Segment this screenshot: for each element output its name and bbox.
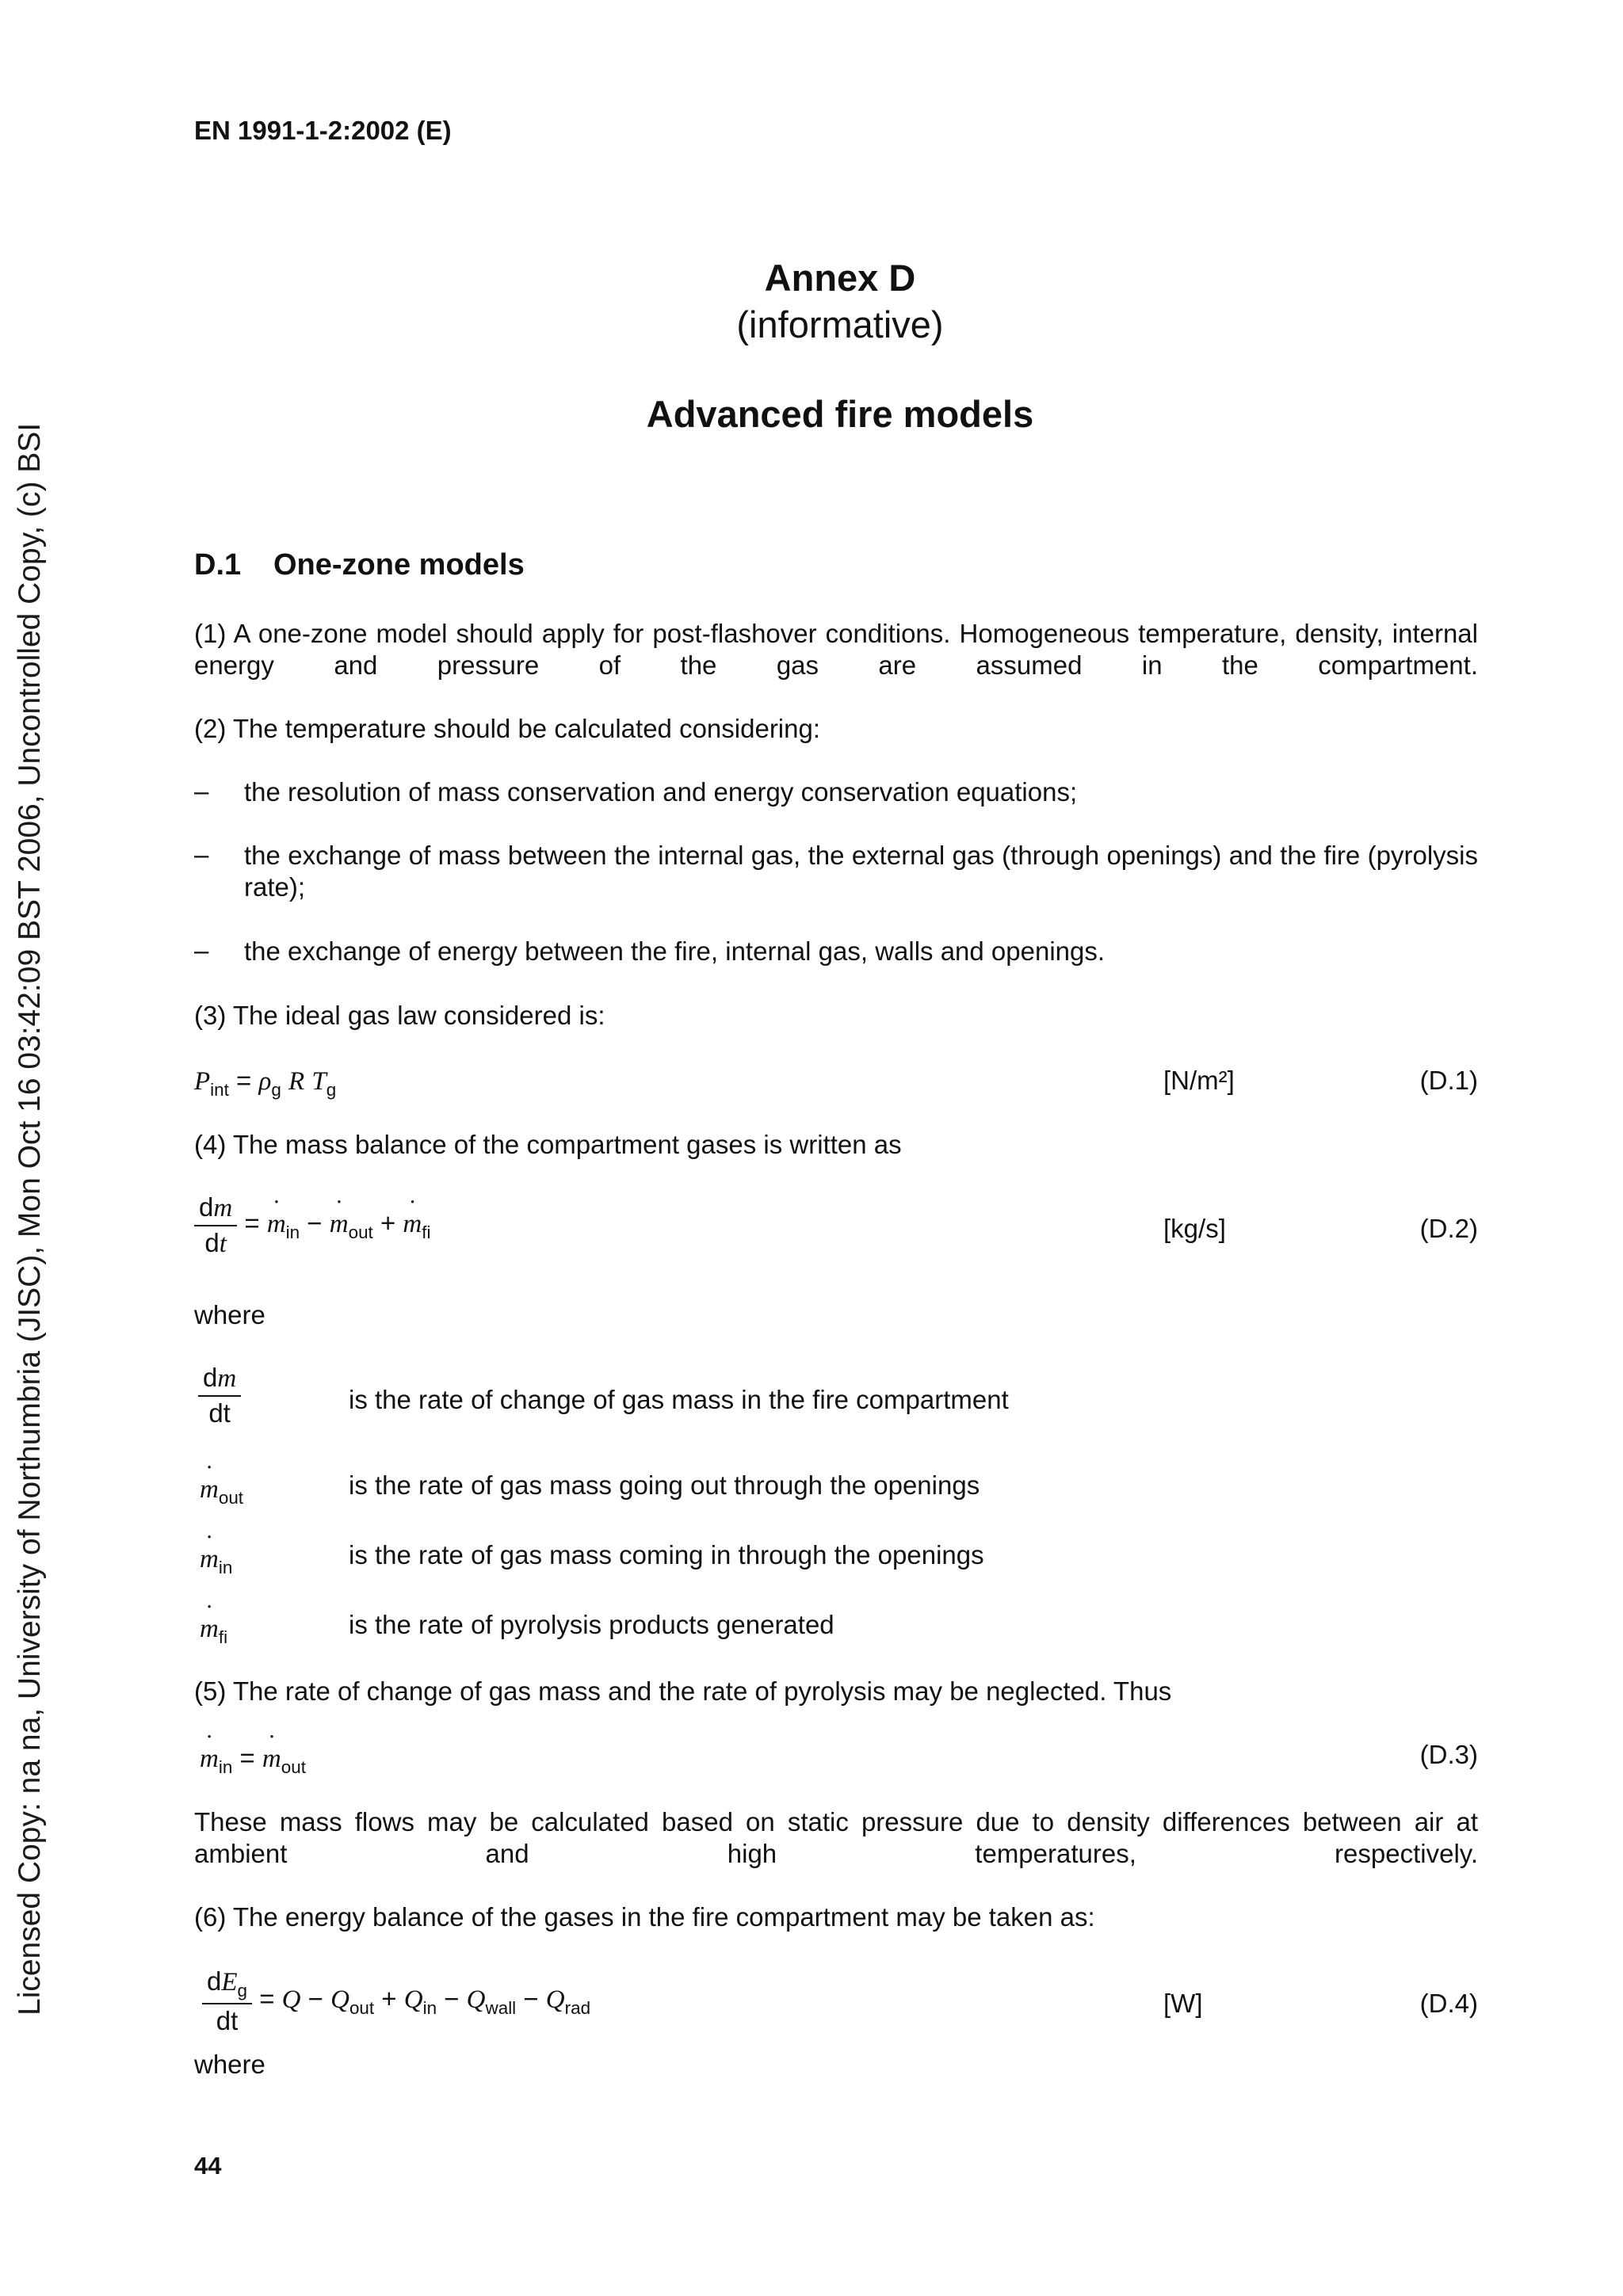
definition-text: is the rate of gas mass going out through the openings — [349, 1470, 980, 1500]
definition-symbol-m-fi: m $˙_{fi}$ — [200, 1613, 227, 1648]
annex-title: Advanced fire models — [646, 393, 1034, 435]
bullet-mark: – — [194, 840, 209, 869]
equation-d1-number: (D.1) — [1419, 1066, 1478, 1095]
section-number: D.1 — [194, 548, 242, 582]
page-number: 44 — [194, 2152, 222, 2180]
paragraph-6: (6) The energy balance of the gases in the fire compartment may be taken as: — [194, 1902, 1095, 1932]
annex-kind: (informative) — [736, 303, 944, 345]
definition-symbol-m-out: m $˙_{out}$ — [200, 1474, 243, 1508]
equation-d2-number: (D.2) — [1419, 1214, 1478, 1243]
definition-symbol-dm-dt: $\frac{dm}{dt}$ — [198, 1363, 241, 1428]
bullet-item-2: the exchange of mass between the internal gas, the external gas (through openings) and the fire (pyrolysis rate); — [244, 841, 1478, 902]
equation-d3: m $˙_{in} = m$ $˙_{out}$ — [200, 1743, 306, 1778]
equation-d1-unit: [N/m²] — [1163, 1066, 1235, 1095]
license-watermark: Licensed Copy: na na, University of Northumbria (JISC), Mon Oct 16 03:42:09 BST 2006, Uncontrolled Copy, (c) BSI — [13, 422, 47, 2016]
paragraph-5b: These mass flows may be calculated based on static pressure due to density differences between air at ambient and high temperatures, respectively. — [194, 1807, 1478, 1868]
definition-text: is the rate of pyrolysis products generated — [349, 1610, 834, 1639]
annex-label: Annex D — [764, 257, 916, 299]
where-label: where — [194, 1300, 265, 1329]
where-label: where — [194, 2050, 265, 2079]
bullet-mark: – — [194, 936, 209, 965]
equation-d3-number: (D.3) — [1419, 1740, 1478, 1769]
section-title: One-zone models — [273, 548, 525, 582]
equation-d1: $P_{int} = \rho_g$ R $T_g$ — [194, 1066, 337, 1100]
paragraph-5: (5) The rate of change of gas mass and the rate of pyrolysis may be neglected. Thus — [194, 1676, 1172, 1706]
paragraph-2: (2) The temperature should be calculated considering: — [194, 714, 821, 743]
equation-d2: $\frac{dm}{dt}$ = m $˙_{in} - m$ $˙_{out} + m$ $˙_{fi}$ — [194, 1192, 430, 1259]
equation-d4: $\frac{dE_g}{dt}$ = $Q - Q_{out} + Q_{in} - Q_{wall} - Q_{rad}$ — [202, 1966, 590, 2036]
paragraph-1: (1) A one-zone model should apply for post-flashover conditions. Homogeneous temperature, density, internal energy and pressure of the gas are assumed in the compartment. — [194, 619, 1478, 680]
bullet-mark: – — [194, 776, 209, 806]
equation-d4-unit: [W] — [1163, 1989, 1203, 2018]
paragraph-3: (3) The ideal gas law considered is: — [194, 1001, 605, 1030]
document-header: EN 1991-1-2:2002 (E) — [194, 116, 452, 145]
bullet-item-3: the exchange of energy between the fire, internal gas, walls and openings. — [244, 936, 1106, 966]
definition-text: is the rate of gas mass coming in through the openings — [349, 1540, 984, 1569]
equation-d4-number: (D.4) — [1419, 1989, 1478, 2018]
definition-text: is the rate of change of gas mass in the fire compartment — [349, 1385, 1009, 1414]
bullet-item-1: the resolution of mass conservation and energy conservation equations; — [244, 777, 1078, 807]
equation-d2-unit: [kg/s] — [1163, 1214, 1226, 1243]
paragraph-4: (4) The mass balance of the compartment gases is written as — [194, 1130, 902, 1159]
section-heading — [194, 548, 525, 582]
definition-symbol-m-in: m $˙_{in}$ — [200, 1543, 232, 1578]
